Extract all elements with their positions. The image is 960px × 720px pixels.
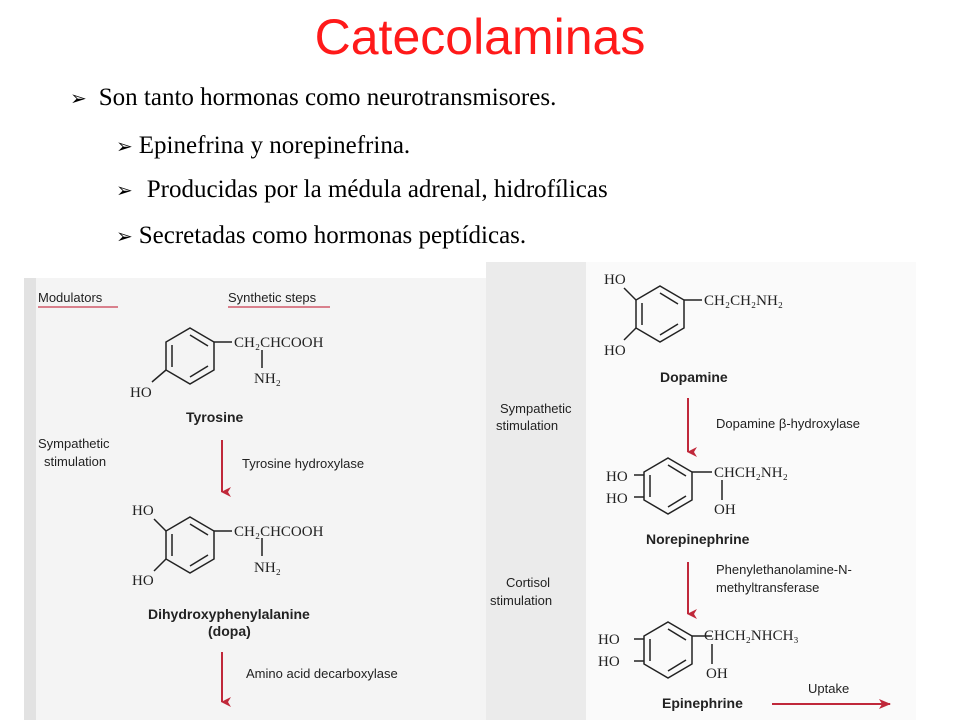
epinephrine-chain-label: CHCH₂NHCH₃ bbox=[704, 628, 799, 644]
tyrosine-chain-label: CH₂CHCOOH bbox=[234, 335, 324, 351]
dopamine-ho-top-label: HO bbox=[604, 272, 626, 288]
dopamine-ho-bottom-label: HO bbox=[604, 343, 626, 359]
dopamine-name: Dopamine bbox=[660, 369, 728, 385]
norepinephrine-ho-bottom-label: HO bbox=[606, 491, 628, 507]
epinephrine-oh-label: OH bbox=[706, 666, 728, 682]
enzyme-4-line-2: methyltransferase bbox=[716, 580, 820, 595]
arrow-bullet-icon: ➢ bbox=[116, 224, 133, 248]
enzyme-1-label: Tyrosine hydroxylase bbox=[242, 456, 365, 471]
synthetic-steps-header: Synthetic steps bbox=[228, 290, 317, 305]
dopamine-chain-label: CH₂CH₂NH₂ bbox=[704, 293, 784, 309]
norepinephrine-oh-label: OH bbox=[714, 502, 736, 518]
modulator-1-line-2: stimulation bbox=[44, 454, 107, 469]
epinephrine-ho-bottom-label: HO bbox=[598, 654, 620, 670]
enzyme-4-line-1: Phenylethanolamine-N- bbox=[716, 562, 852, 577]
epinephrine-ho-top-label: HO bbox=[598, 632, 620, 648]
slide-title: Catecolaminas bbox=[314, 9, 646, 65]
enzyme-3-label: Dopamine β-hydroxylase bbox=[716, 416, 861, 431]
modulator-2-line-1: Sympathetic bbox=[500, 401, 572, 416]
norepinephrine-chain-label: CHCH₂NH₂ bbox=[714, 465, 788, 481]
uptake-label: Uptake bbox=[808, 681, 850, 696]
arrow-bullet-icon: ➢ bbox=[116, 134, 133, 158]
dopa-chain-label: CH₂CHCOOH bbox=[234, 524, 324, 540]
dopa-amine-label: NH₂ bbox=[254, 560, 281, 576]
dopa-name-line-1: Dihydroxyphenylalanine bbox=[148, 606, 310, 622]
dopa-name-line-2: (dopa) bbox=[208, 623, 251, 639]
bullet-3-text: Producidas por la médula adrenal, hidrofílicas bbox=[146, 176, 608, 203]
modulator-1-line-1: Sympathetic bbox=[38, 436, 110, 451]
tyrosine-name: Tyrosine bbox=[186, 409, 244, 425]
enzyme-2-label: Amino acid decarboxylase bbox=[246, 666, 398, 681]
left-scan-edge bbox=[24, 278, 36, 720]
bullet-4-text: Secretadas como hormonas peptídicas. bbox=[138, 222, 527, 249]
dopa-ho-bottom-label: HO bbox=[132, 573, 154, 589]
dopa-ho-top-label: HO bbox=[132, 503, 154, 519]
tyrosine-ho-label: HO bbox=[130, 385, 152, 401]
bullet-1-text: Son tanto hormonas como neurotransmisores. bbox=[98, 84, 557, 111]
norepinephrine-name: Norepinephrine bbox=[646, 531, 750, 547]
epinephrine-name: Epinephrine bbox=[662, 695, 743, 711]
tyrosine-amine-label: NH₂ bbox=[254, 371, 281, 387]
modulator-2-line-2: stimulation bbox=[496, 418, 559, 433]
modulators-header: Modulators bbox=[38, 290, 103, 305]
right-scan-background bbox=[586, 262, 916, 720]
arrow-bullet-icon: ➢ bbox=[116, 178, 133, 202]
norepinephrine-ho-top-label: HO bbox=[606, 469, 628, 485]
arrow-bullet-icon: ➢ bbox=[70, 86, 87, 110]
modulator-3-line-2: stimulation bbox=[490, 593, 553, 608]
right-scan-shadow bbox=[486, 262, 586, 720]
modulator-3-line-1: Cortisol bbox=[506, 575, 551, 590]
bullet-2-text: Epinefrina y norepinefrina. bbox=[138, 132, 411, 159]
